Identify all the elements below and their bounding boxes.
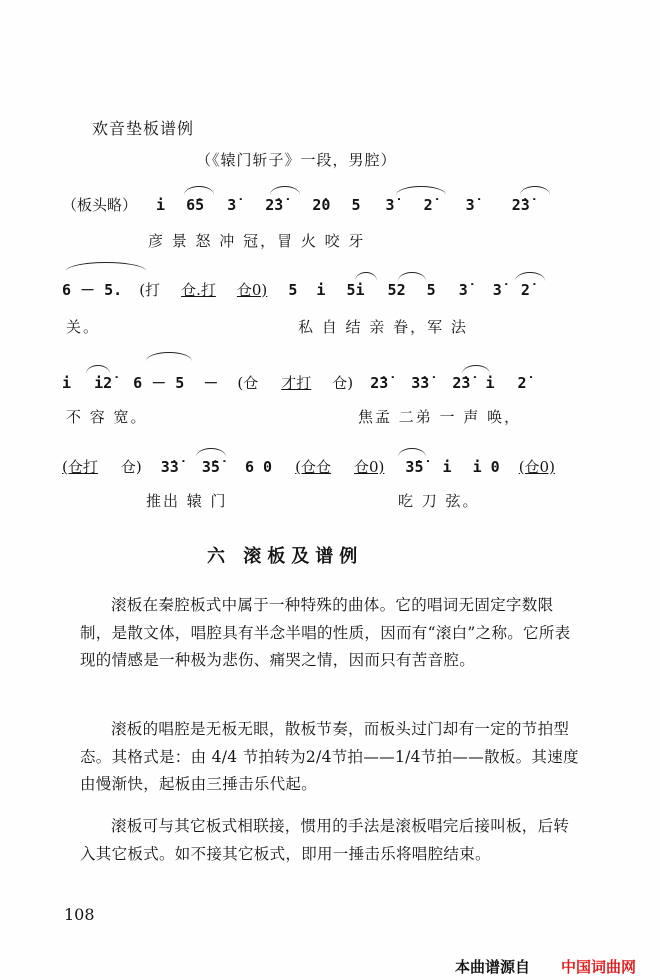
notation-row-1 [62, 194, 562, 215]
note: － [203, 374, 219, 392]
note: 2̇3̇ [370, 374, 389, 392]
slur-mark [86, 365, 110, 374]
notation-row-2 [62, 279, 562, 300]
note: 6 － 5. [62, 281, 123, 299]
page-number: 108 [64, 905, 95, 924]
note: 52 [387, 281, 406, 299]
note: i [442, 458, 452, 476]
slur-mark [270, 186, 300, 195]
percussion-mark: (打 [139, 281, 161, 299]
note: 2̇ [520, 281, 530, 299]
note: 6 － 5 [133, 374, 185, 392]
note: 2̇3̇ [265, 196, 284, 214]
percussion-mark: 仓0) [236, 281, 268, 299]
note: 3̇3̇ [411, 374, 430, 392]
section-heading: 六 滚板及谱例 [207, 546, 364, 567]
note: 5 [426, 281, 436, 299]
slur-mark [355, 272, 377, 281]
note: 2̇ [423, 196, 433, 214]
note: i [316, 281, 326, 299]
score-subtitle: （《辕门斩子》一段，男腔） [196, 151, 397, 169]
footer-site-name[interactable]: 中国词曲网 [561, 958, 637, 976]
note: 2̇0 [312, 196, 331, 214]
lyric-row-1: 彦 景 怒 冲 冠，冒 火 咬 牙 [148, 232, 366, 250]
note: i 0 [472, 458, 500, 476]
note: 3̇3̇ [160, 458, 179, 476]
slur-mark [184, 186, 214, 195]
slur-mark [396, 186, 446, 195]
note: 5i [346, 281, 365, 299]
percussion-mark: (仓 [237, 374, 259, 392]
slur-mark [520, 186, 550, 195]
note: i [485, 374, 495, 392]
percussion-mark: (仓打 [62, 458, 98, 476]
note: 6 0 [244, 458, 273, 476]
notation-row-3 [62, 372, 562, 393]
note: 2̇3̇ [452, 374, 471, 392]
note: 2̇ [517, 374, 527, 392]
note: 6̇5 [186, 196, 205, 214]
body-paragraph-2: 滚板的唱腔是无板无眼，散板节奏，而板头过门却有一定的节拍型态。其格式是：由 4/4 节拍转为2/4节拍——1/4节拍——散板。其速度由慢渐快，起板由三捶击乐代起。 [80, 720, 579, 793]
slur-mark [146, 352, 192, 361]
note: 3̇ [492, 281, 502, 299]
body-paragraph-3: 滚板可与其它板式相联接，惯用的手法是滚板唱完后接叫板，后转入其它板式。如不接其它板式，即用一捶击乐将唱腔结束。 [80, 817, 570, 863]
percussion-mark: 仓0) [353, 458, 385, 476]
note: 2̇3̇ [511, 196, 530, 214]
note: i [156, 196, 166, 214]
slur-mark [462, 365, 490, 374]
note: （板头略） [62, 196, 138, 214]
note: 3̇5̇ [201, 458, 220, 476]
footer-source-label: 本曲谱源自 [455, 958, 531, 976]
note: 5 [288, 281, 298, 299]
lyric-row-4-right: 吃 刀 弦。 [398, 492, 480, 510]
lyric-row-3-left: 不 容 宽。 [66, 408, 148, 426]
lyric-row-2-right: 私 自 结 亲 眷，军 法 [298, 318, 468, 336]
note: 3̇ [458, 281, 468, 299]
note: i2̇ [94, 374, 113, 392]
note: 3̇ [227, 196, 237, 214]
note: 3̇ [465, 196, 475, 214]
lyric-row-3-right: 焦孟 二弟 一 声 唤， [358, 408, 522, 426]
note: 5 [351, 196, 361, 214]
lyric-row-4-left: 推出 辕 门 [146, 492, 228, 510]
percussion-mark: 仓) [332, 374, 354, 392]
note: 3̇5̇ [405, 458, 424, 476]
slur-mark [196, 448, 226, 457]
slur-mark [515, 272, 545, 281]
slur-mark [66, 262, 146, 271]
slur-mark [398, 272, 426, 281]
body-paragraph-1: 滚板在秦腔板式中属于一种特殊的曲体。它的唱词无固定字数限制，是散文体，唱腔具有半念半唱的性质，因而有“滚白”之称。它所表现的情感是一种极为悲伤、痛哭之情，因而只有苦音腔。 [80, 596, 571, 669]
percussion-mark: (仓仓 [295, 458, 331, 476]
notation-row-4 [62, 456, 562, 477]
lyric-row-2-left: 关。 [66, 318, 101, 336]
score-title: 欢音垫板谱例 [92, 119, 195, 138]
percussion-mark: 仓.打 [181, 281, 216, 299]
note: i [62, 374, 72, 392]
slur-mark [398, 448, 426, 457]
percussion-mark: (仓0) [518, 458, 555, 476]
note: 3̇ [385, 196, 395, 214]
percussion-mark: 才打 [281, 374, 312, 392]
percussion-mark: 仓) [120, 458, 142, 476]
